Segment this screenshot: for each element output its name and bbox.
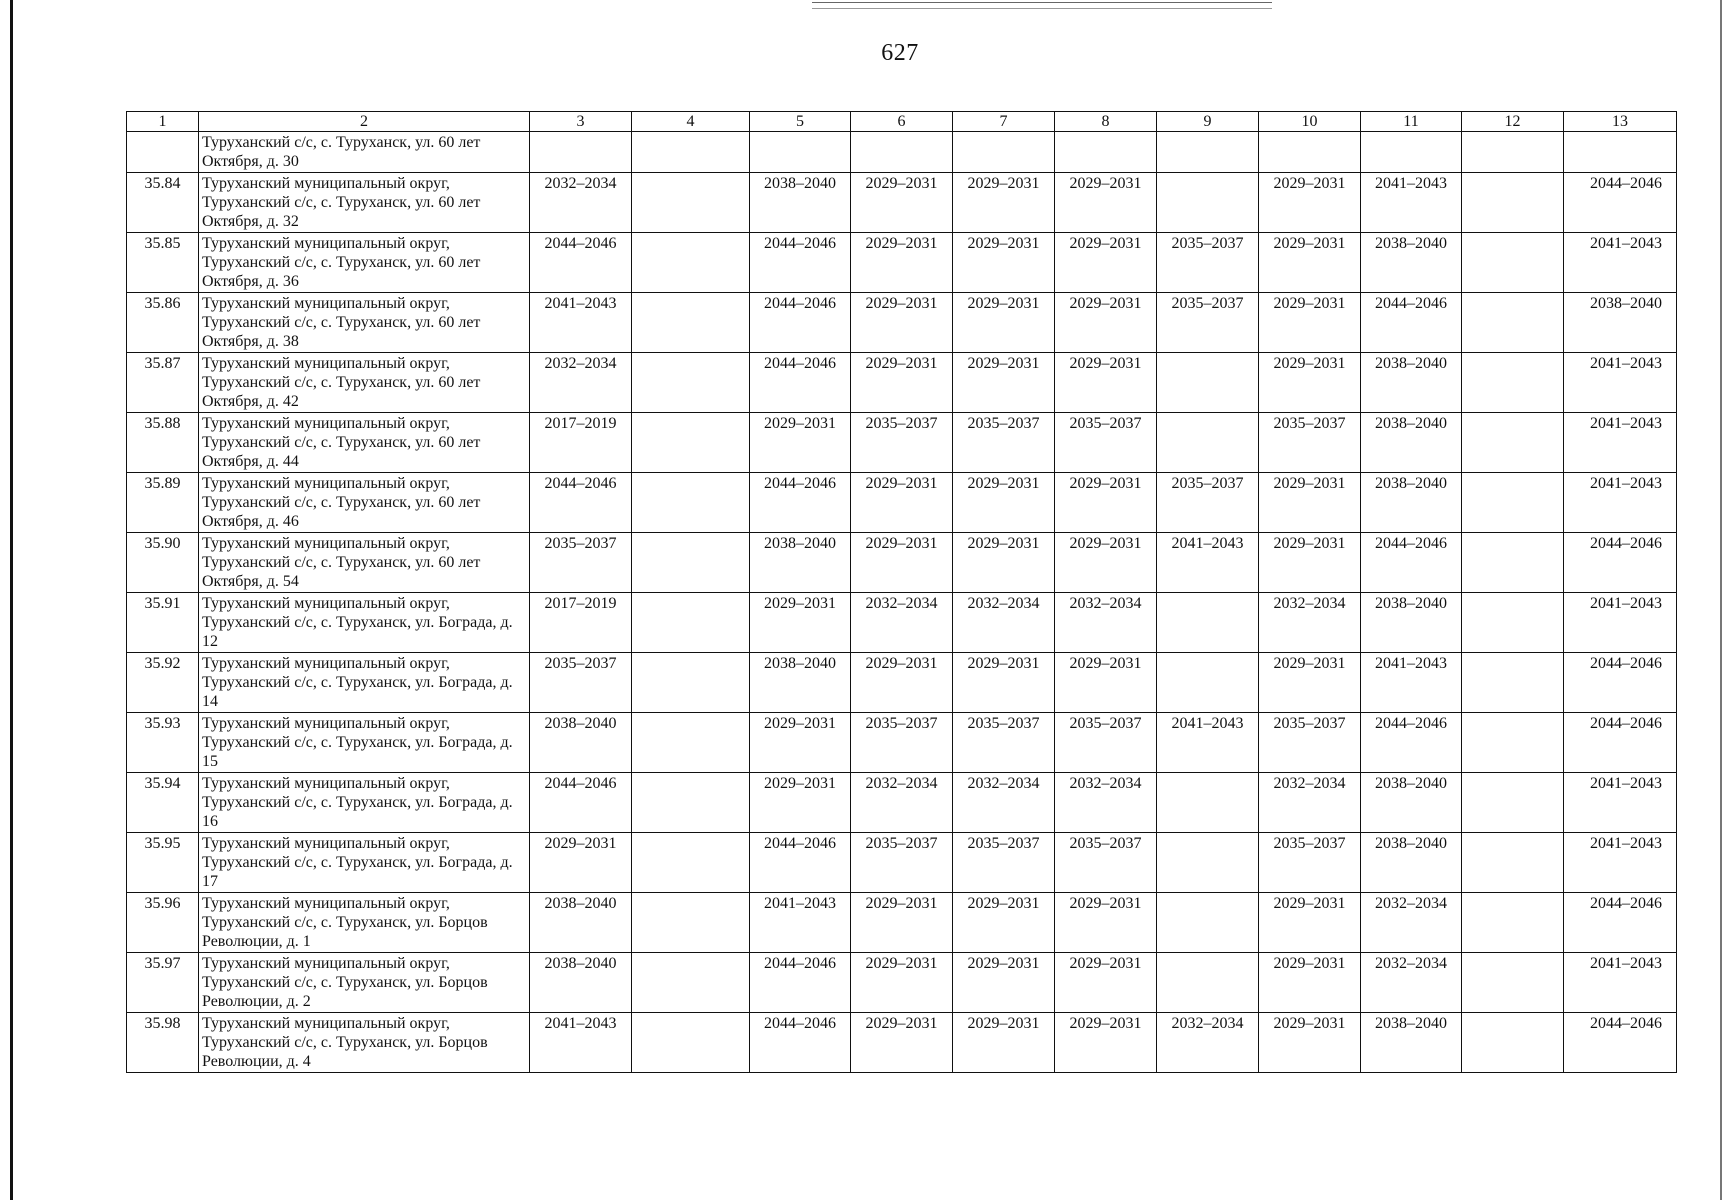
cell-c10: 2032–2034 bbox=[1259, 773, 1361, 833]
cell-c12 bbox=[1462, 473, 1564, 533]
table-row bbox=[127, 773, 1677, 833]
cell-c10: 2032–2034 bbox=[1259, 593, 1361, 653]
address-cell: Туруханский муниципальный округ, Туруханский с/с, с. Туруханск, ул. Бограда, д. 16 bbox=[199, 773, 530, 833]
cell-c13: 2041–2043 bbox=[1564, 413, 1677, 473]
cell-c3: 2017–2019 bbox=[530, 413, 632, 473]
cell-c3: 2032–2034 bbox=[530, 353, 632, 413]
cell-c3: 2035–2037 bbox=[530, 533, 632, 593]
table-body bbox=[127, 132, 1677, 1073]
address-cell: Туруханский муниципальный округ, Туруханский с/с, с. Туруханск, ул. Бограда, д. 12 bbox=[199, 593, 530, 653]
cell-c11: 2038–2040 bbox=[1361, 233, 1462, 293]
row-number-cell: 35.95 bbox=[127, 833, 199, 893]
cell-c10 bbox=[1259, 132, 1361, 173]
scan-right-edge bbox=[1720, 0, 1722, 1200]
cell-c13: 2044–2046 bbox=[1564, 173, 1677, 233]
table-row bbox=[127, 893, 1677, 953]
cell-c12 bbox=[1462, 833, 1564, 893]
cell-c6: 2029–2031 bbox=[851, 653, 953, 713]
cell-c10: 2035–2037 bbox=[1259, 413, 1361, 473]
cell-c4 bbox=[632, 353, 750, 413]
cell-c9 bbox=[1157, 653, 1259, 713]
cell-c5: 2044–2046 bbox=[750, 473, 851, 533]
table-row bbox=[127, 713, 1677, 773]
cell-c10: 2029–2031 bbox=[1259, 473, 1361, 533]
cell-c7: 2029–2031 bbox=[953, 293, 1055, 353]
scan-left-border bbox=[10, 0, 13, 1200]
row-number-cell: 35.85 bbox=[127, 233, 199, 293]
cell-c13: 2044–2046 bbox=[1564, 713, 1677, 773]
cell-c7 bbox=[953, 132, 1055, 173]
cell-c8: 2032–2034 bbox=[1055, 593, 1157, 653]
cell-c4 bbox=[632, 132, 750, 173]
table-row bbox=[127, 953, 1677, 1013]
column-header-4: 4 bbox=[632, 112, 750, 132]
row-number-cell: 35.84 bbox=[127, 173, 199, 233]
cell-c13: 2044–2046 bbox=[1564, 893, 1677, 953]
cell-c5: 2044–2046 bbox=[750, 953, 851, 1013]
row-number-cell: 35.97 bbox=[127, 953, 199, 1013]
cell-c7: 2029–2031 bbox=[953, 233, 1055, 293]
cell-c5: 2038–2040 bbox=[750, 533, 851, 593]
cell-c10: 2029–2031 bbox=[1259, 953, 1361, 1013]
cell-c10: 2029–2031 bbox=[1259, 653, 1361, 713]
cell-c5: 2029–2031 bbox=[750, 713, 851, 773]
cell-c4 bbox=[632, 533, 750, 593]
cell-c9 bbox=[1157, 593, 1259, 653]
cell-c4 bbox=[632, 473, 750, 533]
cell-c10: 2029–2031 bbox=[1259, 233, 1361, 293]
cell-c5: 2044–2046 bbox=[750, 353, 851, 413]
table-row bbox=[127, 1013, 1677, 1073]
address-cell: Туруханский муниципальный округ, Туруханский с/с, с. Туруханск, ул. Бограда, д. 15 bbox=[199, 713, 530, 773]
cell-c6: 2029–2031 bbox=[851, 473, 953, 533]
cell-c13: 2041–2043 bbox=[1564, 773, 1677, 833]
cell-c7: 2035–2037 bbox=[953, 833, 1055, 893]
address-cell: Туруханский муниципальный округ, Туруханский с/с, с. Туруханск, ул. Борцов Революции, д. 4 bbox=[199, 1013, 530, 1073]
cell-c6 bbox=[851, 132, 953, 173]
cell-c3: 2035–2037 bbox=[530, 653, 632, 713]
cell-c6: 2035–2037 bbox=[851, 833, 953, 893]
schedule-table bbox=[126, 111, 1677, 1073]
cell-c3: 2044–2046 bbox=[530, 773, 632, 833]
cell-c5: 2044–2046 bbox=[750, 293, 851, 353]
table-row bbox=[127, 233, 1677, 293]
cell-c4 bbox=[632, 413, 750, 473]
cell-c4 bbox=[632, 653, 750, 713]
cell-c8: 2029–2031 bbox=[1055, 533, 1157, 593]
cell-c10: 2029–2031 bbox=[1259, 173, 1361, 233]
cell-c6: 2029–2031 bbox=[851, 173, 953, 233]
column-header-7: 7 bbox=[953, 112, 1055, 132]
scan-top-line bbox=[812, 2, 1272, 3]
cell-c13: 2041–2043 bbox=[1564, 593, 1677, 653]
cell-c8: 2035–2037 bbox=[1055, 713, 1157, 773]
cell-c9: 2032–2034 bbox=[1157, 1013, 1259, 1073]
cell-c8: 2029–2031 bbox=[1055, 893, 1157, 953]
cell-c12 bbox=[1462, 893, 1564, 953]
cell-c4 bbox=[632, 953, 750, 1013]
table-row bbox=[127, 473, 1677, 533]
cell-c11: 2038–2040 bbox=[1361, 593, 1462, 653]
column-header-8: 8 bbox=[1055, 112, 1157, 132]
table-row bbox=[127, 173, 1677, 233]
table-row bbox=[127, 132, 1677, 173]
cell-c3: 2038–2040 bbox=[530, 713, 632, 773]
cell-c6: 2035–2037 bbox=[851, 413, 953, 473]
address-cell: Туруханский муниципальный округ, Туруханский с/с, с. Туруханск, ул. 60 лет Октября, д. 54 bbox=[199, 533, 530, 593]
address-cell: Туруханский муниципальный округ, Туруханский с/с, с. Туруханск, ул. 60 лет Октября, д. 32 bbox=[199, 173, 530, 233]
cell-c8: 2035–2037 bbox=[1055, 833, 1157, 893]
cell-c5: 2044–2046 bbox=[750, 833, 851, 893]
cell-c3: 2038–2040 bbox=[530, 893, 632, 953]
cell-c11: 2038–2040 bbox=[1361, 773, 1462, 833]
cell-c3: 2041–2043 bbox=[530, 293, 632, 353]
cell-c12 bbox=[1462, 773, 1564, 833]
cell-c4 bbox=[632, 1013, 750, 1073]
cell-c7: 2029–2031 bbox=[953, 893, 1055, 953]
cell-c12 bbox=[1462, 353, 1564, 413]
address-cell: Туруханский с/с, с. Туруханск, ул. 60 лет Октября, д. 30 bbox=[199, 132, 530, 173]
cell-c11: 2044–2046 bbox=[1361, 293, 1462, 353]
address-cell: Туруханский муниципальный округ, Туруханский с/с, с. Туруханск, ул. Бограда, д. 17 bbox=[199, 833, 530, 893]
column-header-6: 6 bbox=[851, 112, 953, 132]
cell-c5: 2044–2046 bbox=[750, 233, 851, 293]
cell-c11: 2032–2034 bbox=[1361, 893, 1462, 953]
cell-c9 bbox=[1157, 833, 1259, 893]
cell-c4 bbox=[632, 233, 750, 293]
table-row bbox=[127, 293, 1677, 353]
cell-c12 bbox=[1462, 533, 1564, 593]
cell-c4 bbox=[632, 293, 750, 353]
cell-c3 bbox=[530, 132, 632, 173]
cell-c4 bbox=[632, 593, 750, 653]
cell-c9: 2035–2037 bbox=[1157, 233, 1259, 293]
cell-c6: 2029–2031 bbox=[851, 293, 953, 353]
cell-c5: 2029–2031 bbox=[750, 593, 851, 653]
cell-c7: 2035–2037 bbox=[953, 413, 1055, 473]
column-header-12: 12 bbox=[1462, 112, 1564, 132]
address-cell: Туруханский муниципальный округ, Туруханский с/с, с. Туруханск, ул. Борцов Революции, д. 2 bbox=[199, 953, 530, 1013]
cell-c7: 2032–2034 bbox=[953, 593, 1055, 653]
cell-c7: 2029–2031 bbox=[953, 653, 1055, 713]
cell-c6: 2032–2034 bbox=[851, 593, 953, 653]
cell-c4 bbox=[632, 713, 750, 773]
cell-c3: 2044–2046 bbox=[530, 233, 632, 293]
column-header-11: 11 bbox=[1361, 112, 1462, 132]
cell-c8: 2029–2031 bbox=[1055, 293, 1157, 353]
address-cell: Туруханский муниципальный округ, Туруханский с/с, с. Туруханск, ул. Борцов Революции, д. 1 bbox=[199, 893, 530, 953]
cell-c6: 2029–2031 bbox=[851, 533, 953, 593]
cell-c12 bbox=[1462, 293, 1564, 353]
cell-c11: 2038–2040 bbox=[1361, 413, 1462, 473]
cell-c8: 2029–2031 bbox=[1055, 233, 1157, 293]
cell-c7: 2029–2031 bbox=[953, 353, 1055, 413]
cell-c7: 2035–2037 bbox=[953, 713, 1055, 773]
table-row bbox=[127, 653, 1677, 713]
column-header-2: 2 bbox=[199, 112, 530, 132]
cell-c11: 2044–2046 bbox=[1361, 713, 1462, 773]
cell-c9 bbox=[1157, 173, 1259, 233]
cell-c7: 2029–2031 bbox=[953, 533, 1055, 593]
cell-c9: 2035–2037 bbox=[1157, 473, 1259, 533]
row-number-cell bbox=[127, 132, 199, 173]
cell-c5: 2029–2031 bbox=[750, 773, 851, 833]
cell-c3: 2041–2043 bbox=[530, 1013, 632, 1073]
cell-c12 bbox=[1462, 1013, 1564, 1073]
address-cell: Туруханский муниципальный округ, Туруханский с/с, с. Туруханск, ул. 60 лет Октября, д. 42 bbox=[199, 353, 530, 413]
cell-c11: 2038–2040 bbox=[1361, 1013, 1462, 1073]
table-row bbox=[127, 533, 1677, 593]
cell-c4 bbox=[632, 833, 750, 893]
cell-c11: 2044–2046 bbox=[1361, 533, 1462, 593]
cell-c9 bbox=[1157, 893, 1259, 953]
cell-c8: 2029–2031 bbox=[1055, 473, 1157, 533]
cell-c11: 2038–2040 bbox=[1361, 473, 1462, 533]
cell-c8: 2029–2031 bbox=[1055, 173, 1157, 233]
cell-c9: 2035–2037 bbox=[1157, 293, 1259, 353]
cell-c12 bbox=[1462, 593, 1564, 653]
cell-c5 bbox=[750, 132, 851, 173]
cell-c9 bbox=[1157, 953, 1259, 1013]
cell-c13: 2044–2046 bbox=[1564, 653, 1677, 713]
cell-c5: 2038–2040 bbox=[750, 173, 851, 233]
address-cell: Туруханский муниципальный округ, Туруханский с/с, с. Туруханск, ул. 60 лет Октября, д. 36 bbox=[199, 233, 530, 293]
page-number: 627 bbox=[881, 40, 919, 66]
cell-c11: 2041–2043 bbox=[1361, 173, 1462, 233]
cell-c8: 2029–2031 bbox=[1055, 953, 1157, 1013]
cell-c10: 2029–2031 bbox=[1259, 353, 1361, 413]
cell-c4 bbox=[632, 173, 750, 233]
cell-c10: 2029–2031 bbox=[1259, 533, 1361, 593]
cell-c7: 2032–2034 bbox=[953, 773, 1055, 833]
cell-c12 bbox=[1462, 713, 1564, 773]
row-number-cell: 35.88 bbox=[127, 413, 199, 473]
row-number-cell: 35.90 bbox=[127, 533, 199, 593]
cell-c6: 2029–2031 bbox=[851, 893, 953, 953]
cell-c13 bbox=[1564, 132, 1677, 173]
cell-c13: 2038–2040 bbox=[1564, 293, 1677, 353]
cell-c6: 2029–2031 bbox=[851, 1013, 953, 1073]
cell-c10: 2029–2031 bbox=[1259, 1013, 1361, 1073]
address-cell: Туруханский муниципальный округ, Туруханский с/с, с. Туруханск, ул. Бограда, д. 14 bbox=[199, 653, 530, 713]
cell-c11: 2041–2043 bbox=[1361, 653, 1462, 713]
cell-c13: 2041–2043 bbox=[1564, 353, 1677, 413]
cell-c8: 2035–2037 bbox=[1055, 413, 1157, 473]
cell-c12 bbox=[1462, 653, 1564, 713]
cell-c7: 2029–2031 bbox=[953, 473, 1055, 533]
column-header-5: 5 bbox=[750, 112, 851, 132]
cell-c9 bbox=[1157, 773, 1259, 833]
cell-c5: 2038–2040 bbox=[750, 653, 851, 713]
row-number-cell: 35.93 bbox=[127, 713, 199, 773]
cell-c11: 2038–2040 bbox=[1361, 353, 1462, 413]
cell-c9: 2041–2043 bbox=[1157, 713, 1259, 773]
cell-c3: 2038–2040 bbox=[530, 953, 632, 1013]
cell-c5: 2029–2031 bbox=[750, 413, 851, 473]
table-row bbox=[127, 413, 1677, 473]
cell-c6: 2032–2034 bbox=[851, 773, 953, 833]
cell-c8: 2032–2034 bbox=[1055, 773, 1157, 833]
row-number-cell: 35.86 bbox=[127, 293, 199, 353]
cell-c13: 2044–2046 bbox=[1564, 533, 1677, 593]
row-number-cell: 35.91 bbox=[127, 593, 199, 653]
column-header-9: 9 bbox=[1157, 112, 1259, 132]
cell-c6: 2035–2037 bbox=[851, 713, 953, 773]
cell-c6: 2029–2031 bbox=[851, 353, 953, 413]
column-header-3: 3 bbox=[530, 112, 632, 132]
table-row bbox=[127, 353, 1677, 413]
cell-c3: 2017–2019 bbox=[530, 593, 632, 653]
cell-c13: 2041–2043 bbox=[1564, 233, 1677, 293]
cell-c5: 2041–2043 bbox=[750, 893, 851, 953]
cell-c8: 2029–2031 bbox=[1055, 353, 1157, 413]
cell-c5: 2044–2046 bbox=[750, 1013, 851, 1073]
cell-c8: 2029–2031 bbox=[1055, 1013, 1157, 1073]
cell-c3: 2032–2034 bbox=[530, 173, 632, 233]
cell-c8 bbox=[1055, 132, 1157, 173]
cell-c13: 2041–2043 bbox=[1564, 953, 1677, 1013]
table-row bbox=[127, 833, 1677, 893]
cell-c9: 2041–2043 bbox=[1157, 533, 1259, 593]
cell-c12 bbox=[1462, 132, 1564, 173]
cell-c6: 2029–2031 bbox=[851, 233, 953, 293]
table-row bbox=[127, 593, 1677, 653]
address-cell: Туруханский муниципальный округ, Туруханский с/с, с. Туруханск, ул. 60 лет Октября, д. 44 bbox=[199, 413, 530, 473]
cell-c8: 2029–2031 bbox=[1055, 653, 1157, 713]
scan-top-line-2 bbox=[812, 8, 1272, 9]
cell-c13: 2044–2046 bbox=[1564, 1013, 1677, 1073]
cell-c13: 2041–2043 bbox=[1564, 473, 1677, 533]
cell-c12 bbox=[1462, 233, 1564, 293]
cell-c9 bbox=[1157, 413, 1259, 473]
cell-c11: 2032–2034 bbox=[1361, 953, 1462, 1013]
header-row bbox=[127, 112, 1677, 132]
cell-c4 bbox=[632, 893, 750, 953]
table-header bbox=[127, 112, 1677, 132]
cell-c12 bbox=[1462, 413, 1564, 473]
row-number-cell: 35.92 bbox=[127, 653, 199, 713]
cell-c10: 2035–2037 bbox=[1259, 713, 1361, 773]
row-number-cell: 35.98 bbox=[127, 1013, 199, 1073]
cell-c12 bbox=[1462, 953, 1564, 1013]
cell-c9 bbox=[1157, 353, 1259, 413]
cell-c7: 2029–2031 bbox=[953, 1013, 1055, 1073]
cell-c11: 2038–2040 bbox=[1361, 833, 1462, 893]
cell-c7: 2029–2031 bbox=[953, 953, 1055, 1013]
column-header-13: 13 bbox=[1564, 112, 1677, 132]
row-number-cell: 35.96 bbox=[127, 893, 199, 953]
cell-c3: 2029–2031 bbox=[530, 833, 632, 893]
cell-c11 bbox=[1361, 132, 1462, 173]
address-cell: Туруханский муниципальный округ, Туруханский с/с, с. Туруханск, ул. 60 лет Октября, д. 46 bbox=[199, 473, 530, 533]
cell-c6: 2029–2031 bbox=[851, 953, 953, 1013]
row-number-cell: 35.94 bbox=[127, 773, 199, 833]
cell-c10: 2035–2037 bbox=[1259, 833, 1361, 893]
cell-c10: 2029–2031 bbox=[1259, 893, 1361, 953]
row-number-cell: 35.87 bbox=[127, 353, 199, 413]
cell-c9 bbox=[1157, 132, 1259, 173]
column-header-10: 10 bbox=[1259, 112, 1361, 132]
cell-c13: 2041–2043 bbox=[1564, 833, 1677, 893]
row-number-cell: 35.89 bbox=[127, 473, 199, 533]
cell-c3: 2044–2046 bbox=[530, 473, 632, 533]
cell-c10: 2029–2031 bbox=[1259, 293, 1361, 353]
column-header-1: 1 bbox=[127, 112, 199, 132]
cell-c12 bbox=[1462, 173, 1564, 233]
cell-c4 bbox=[632, 773, 750, 833]
address-cell: Туруханский муниципальный округ, Туруханский с/с, с. Туруханск, ул. 60 лет Октября, д. 38 bbox=[199, 293, 530, 353]
cell-c7: 2029–2031 bbox=[953, 173, 1055, 233]
